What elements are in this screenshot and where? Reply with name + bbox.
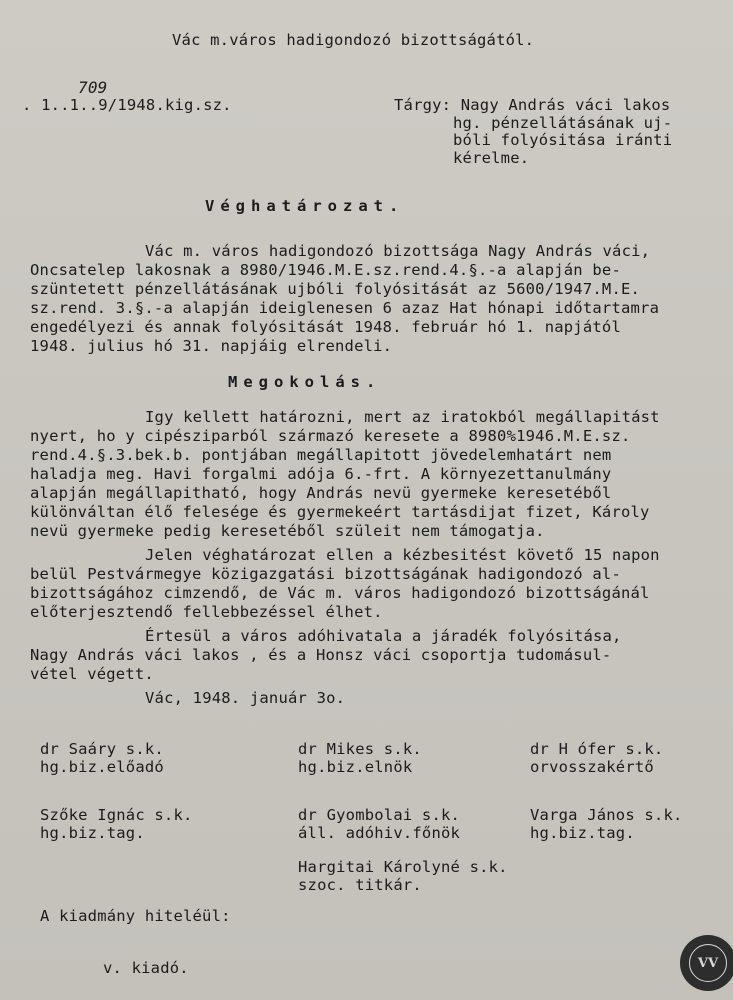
signatory-role: hg.biz.tag. xyxy=(40,824,145,842)
subject-line-4: kérelme. xyxy=(453,149,530,167)
signatory-role: áll. adóhiv.főnök xyxy=(298,824,461,842)
subject-line-3: bóli folyósitása iránti xyxy=(453,131,673,149)
signatory-role: hg.biz.tag. xyxy=(530,824,635,842)
reasoning-line: haladja meg. Havi forgalmi adója 6.-frt. A környezettanulmány xyxy=(30,465,612,483)
signatory-role: hg.biz.elnök xyxy=(298,758,413,776)
reasoning-line: rend.4.§.3.bek.b. pontjában megállapitott jövedelemhatárt nem xyxy=(30,446,612,464)
decision-line: Vác m. város hadigondozó bizottsága Nagy András váci, xyxy=(145,242,651,260)
signatory-role: szoc. titkár. xyxy=(298,876,422,894)
document-header: Vác m.város hadigondozó bizottságától. xyxy=(172,31,535,49)
notice-line: Nagy András váci lakos , és a Honsz váci csoportja tudomásul- xyxy=(30,646,612,664)
appeal-line: bizottságához cimzendő, de Vác m. város hadigondozó bizottságánál xyxy=(30,584,650,602)
reference-number: . 1..1..9/1948.kig.sz. xyxy=(22,96,232,114)
decision-line: engedélyezi és annak folyósitását 1948. február hó 1. napjától xyxy=(30,318,621,336)
appeal-line: Jelen véghatározat ellen a kézbesitést követő 15 napon xyxy=(145,546,660,564)
signatory-name: dr Mikes s.k. xyxy=(298,740,422,758)
archive-stamp-icon xyxy=(680,935,733,991)
subject-line-2: hg. pénzellátásának uj- xyxy=(453,114,673,132)
signatory-name: dr Gyombolai s.k. xyxy=(298,806,461,824)
reasoning-line: nyert, ho y cipésziparból származó keresete a 8980%1946.M.E.sz. xyxy=(30,427,631,445)
decision-line: Oncsatelep lakosnak a 8980/1946.M.E.sz.rend.4.§.-a alapján be- xyxy=(30,261,621,279)
signatory-name: Hargitai Károlyné s.k. xyxy=(298,858,508,876)
decision-line: sz.rend. 3.§.-a alapján ideiglenesen 6 azaz Hat hónapi időtartamra xyxy=(30,299,660,317)
appeal-line: belül Pestvármegye közigazgatási bizottságának hadigondozó al- xyxy=(30,565,621,583)
signatory-name: dr H ófer s.k. xyxy=(530,740,664,758)
decision-line: 1948. julius hó 31. napjáig elrendeli. xyxy=(30,337,393,355)
signatory-name: dr Saáry s.k. xyxy=(40,740,164,758)
notice-line: Értesül a város adóhivatala a járadék folyósitása, xyxy=(145,627,622,645)
reasoning-heading: Megokolás. xyxy=(228,373,382,391)
notice-line: vétel végett. xyxy=(30,665,154,683)
decision-heading: Véghatározat. xyxy=(205,197,405,215)
signatory-role: orvosszakértő xyxy=(530,758,654,776)
subject-line-1: Tárgy: Nagy András váci lakos xyxy=(394,96,671,114)
reasoning-line: Igy kellett határozni, mert az iratokból megállapitást xyxy=(145,408,660,426)
signatory-role: hg.biz.előadó xyxy=(40,758,164,776)
appeal-line: előterjesztendő fellebbezéssel élhet. xyxy=(30,603,383,621)
archive-stamp-monogram: VV xyxy=(689,944,727,982)
issuer-line: v. kiadó. xyxy=(103,959,189,977)
handwritten-reference-number: 709 xyxy=(78,78,108,97)
reasoning-line: nevü gyermeke pedig keresetéből szüleit nem támogatja. xyxy=(30,522,545,540)
certification-line: A kiadmány hiteléül: xyxy=(40,907,231,925)
signatory-name: Szőke Ignác s.k. xyxy=(40,806,193,824)
reasoning-line: alapján megállapitható, hogy András nevü gyermeke keresetéből xyxy=(30,484,612,502)
date-line: Vác, 1948. január 3o. xyxy=(145,689,346,707)
signatory-name: Varga János s.k. xyxy=(530,806,683,824)
reasoning-line: különváltan élő felesége és gyermekeért tartásdijat fizet, Károly xyxy=(30,503,650,521)
decision-line: szüntetett pénzellátásának ujbóli folyósitását az 5600/1947.M.E. xyxy=(30,280,641,298)
